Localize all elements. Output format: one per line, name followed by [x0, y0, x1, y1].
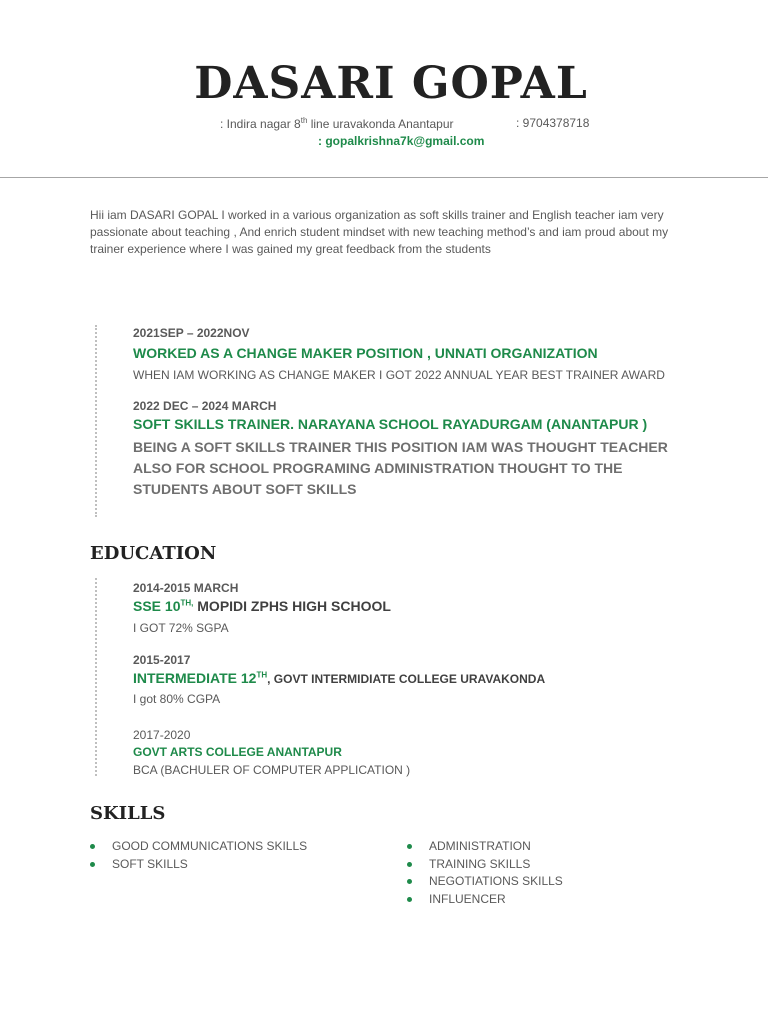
skill-item [407, 838, 563, 856]
education-title-1-sup: TH, [180, 598, 194, 608]
skill-label: ADMINISTRATION [429, 839, 531, 853]
education-title-2-main: INTERMEDIATE 12 [133, 670, 257, 686]
skill-item [90, 838, 307, 856]
education-description-1: I GOT 72% SGPA [133, 621, 229, 635]
address [220, 116, 454, 131]
email-link[interactable]: : gopalkrishna7k@gmail.com [318, 134, 485, 148]
address-prefix: : Indira nagar 8 [220, 117, 301, 131]
education-title-2-sup: TH [256, 670, 268, 680]
education-title-2-sub: , GOVT INTERMIDIATE COLLEGE URAVAKONDA [267, 672, 546, 686]
skill-label: GOOD COMMUNICATIONS SKILLS [112, 839, 308, 853]
education-date-1: 2014-2015 MARCH [133, 581, 239, 595]
experience-date-2: 2022 DEC – 2024 MARCH [133, 399, 277, 413]
skill-label: SOFT SKILLS [112, 856, 188, 871]
skills-heading: SKILLS [90, 803, 166, 824]
address-suffix: line uravakonda Anantapur [307, 117, 454, 131]
education-title-1 [133, 598, 391, 614]
resume-name: DASARI GOPAL [194, 58, 588, 109]
skill-item [407, 891, 563, 909]
bullet-icon [407, 844, 412, 849]
address-sup: th [300, 116, 308, 125]
education-title-2 [133, 670, 545, 686]
education-title-1-main: SSE 10 [133, 598, 181, 614]
bullet-icon [90, 862, 95, 867]
education-timeline-bar [95, 578, 97, 776]
phone: : 9704378718 [516, 116, 590, 130]
experience-date-1: 2021SEP – 2022NOV [133, 326, 250, 340]
skill-label: INFLUENCER [429, 891, 506, 906]
experience-timeline-bar [95, 325, 97, 517]
education-title-3: GOVT ARTS COLLEGE ANANTAPUR [133, 745, 342, 759]
skills-list-right [407, 838, 563, 908]
skill-label: NEGOTIATIONS SKILLS [429, 874, 563, 888]
education-description-2: I got 80% CGPA [133, 692, 221, 706]
header-divider [0, 177, 768, 178]
experience-title-1: WORKED AS A CHANGE MAKER POSITION , UNNATI ORGANIZATION [133, 345, 598, 361]
skill-item [407, 856, 563, 874]
education-heading: EDUCATION [90, 543, 217, 564]
experience-title-2: SOFT SKILLS TRAINER. NARAYANA SCHOOL RAYADURGAM (ANANTAPUR ) [133, 416, 648, 432]
skill-item [90, 856, 307, 874]
skill-item [407, 873, 563, 891]
bullet-icon [407, 879, 412, 884]
education-description-3: BCA (BACHULER OF COMPUTER APPLICATION ) [133, 763, 411, 777]
education-date-2: 2015-2017 [133, 653, 191, 667]
education-title-1-sub: MOPIDI ZPHS HIGH SCHOOL [193, 598, 391, 614]
experience-description-2: BEING A SOFT SKILLS TRAINER THIS POSITION IAM WAS THOUGHT TEACHER ALSO FOR SCHOOL PROGRAMING ADMINISTRATION THOUGHT TO THE STUDENTS ABOUT SOFT SKILLS [133, 439, 668, 497]
skills-list-left [90, 838, 307, 873]
bullet-icon [90, 844, 95, 849]
skill-label: TRAINING SKILLS [429, 856, 531, 871]
summary-text: Hii iam DASARI GOPAL I worked in a various organization as soft skills trainer and English teacher iam very passionate about teaching , And enrich student mindset with new teaching method’s and iam proud about my trainer experience where I was gained my great feedback from the students [90, 208, 669, 256]
education-date-3: 2017-2020 [133, 728, 191, 742]
bullet-icon [407, 897, 412, 902]
experience-description-1: WHEN IAM WORKING AS CHANGE MAKER I GOT 2022 ANNUAL YEAR BEST TRAINER AWARD [133, 368, 665, 382]
bullet-icon [407, 862, 412, 867]
